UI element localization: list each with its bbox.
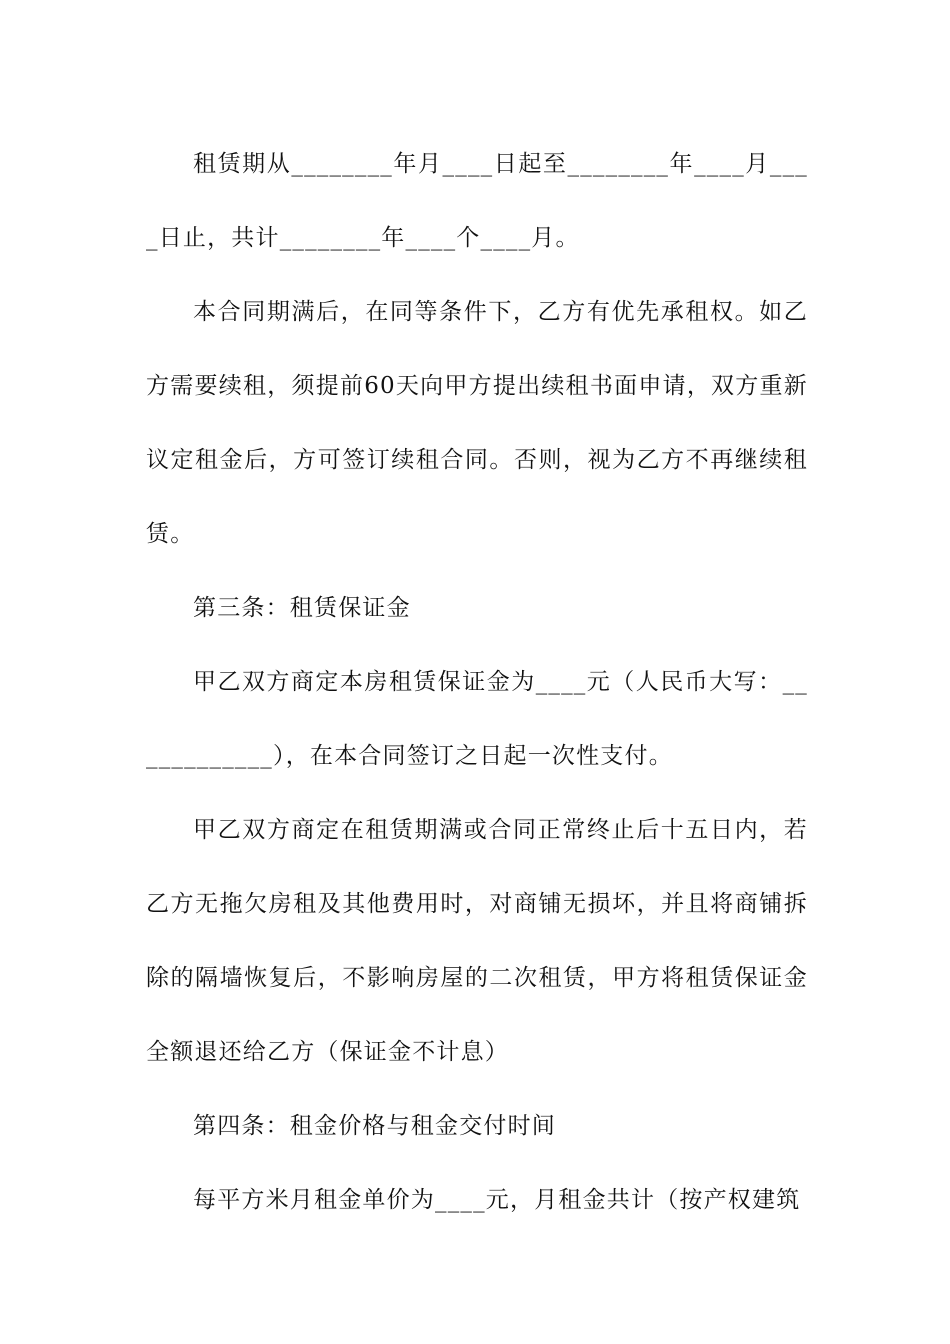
paragraph-rent-price: 每平方米月租金单价为____元，月租金共计（按产权建筑 bbox=[193, 1187, 801, 1213]
paragraph-deposit-amount: 甲乙双方商定本房租赁保证金为____元（人民币大写：____________），在本合同签订之日起一次性支付。 bbox=[146, 669, 808, 769]
heading-article-4: 第四条：租金价格与租金交付时间 bbox=[193, 1113, 556, 1139]
paragraph-lease-term: 租赁期从________年月____日起至________年____月____日止，共计________年____个____月。 bbox=[146, 151, 808, 251]
document-body bbox=[146, 127, 808, 1237]
heading-article-3: 第三条：租赁保证金 bbox=[193, 595, 411, 621]
paragraph-renewal: 本合同期满后，在同等条件下，乙方有优先承租权。如乙方需要续租，须提前60天向甲方提出续租书面申请，双方重新议定租金后，方可签订续租合同。否则，视为乙方不再继续租赁。 bbox=[146, 299, 808, 547]
paragraph-deposit-refund: 甲乙双方商定在租赁期满或合同正常终止后十五日内，若乙方无拖欠房租及其他费用时，对商铺无损坏，并且将商铺拆除的隔墙恢复后，不影响房屋的二次租赁，甲方将租赁保证金全额退还给乙方（保证金不计息） bbox=[146, 817, 808, 1065]
